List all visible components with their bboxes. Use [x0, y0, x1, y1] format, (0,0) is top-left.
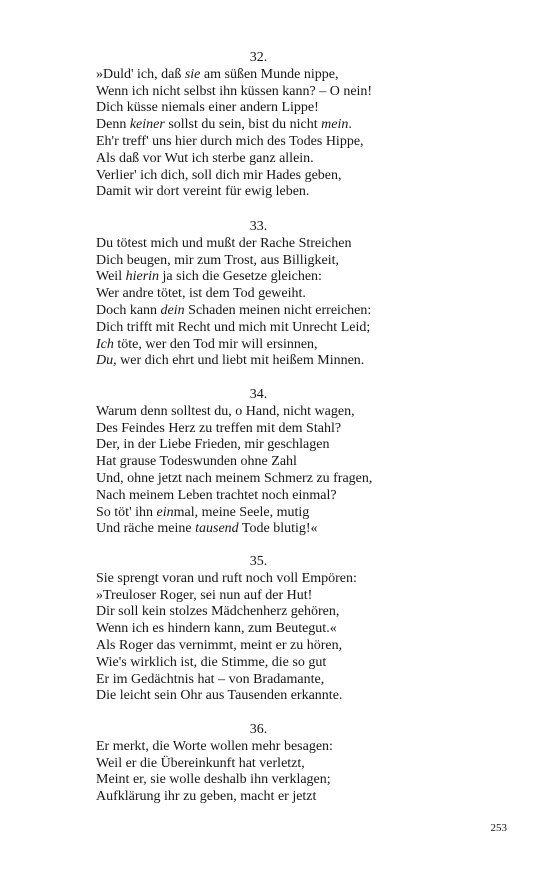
- stanza-36: [96, 722, 456, 806]
- verse-line: [96, 571, 456, 588]
- text-run: Denn: [96, 117, 130, 133]
- text-run: Wer andre tötet, ist dem Tod geweiht.: [96, 286, 306, 302]
- italic-text: Ich: [96, 336, 114, 352]
- text-run: Als daß vor Wut ich sterbe ganz allein.: [96, 150, 314, 166]
- text-run: Weil: [96, 269, 126, 285]
- verse-line: [96, 638, 456, 655]
- text-run: Die leicht sein Ohr aus Tausenden erkannte.: [96, 688, 343, 704]
- stanza-35: [96, 554, 456, 705]
- verse-line: [96, 621, 456, 638]
- verse-line: [96, 151, 456, 168]
- stanza-number: 34.: [249, 387, 268, 402]
- verse-line: [96, 253, 456, 270]
- verse-line: [96, 604, 456, 621]
- verse-line: [96, 739, 456, 756]
- text-run: .: [348, 117, 352, 133]
- verse-line: [96, 117, 456, 134]
- text-run: Und räche meine: [96, 521, 196, 537]
- text-run: So töt' ihn: [96, 504, 157, 520]
- verse-line: [96, 100, 456, 117]
- text-run: mal, meine Seele, mutig: [173, 504, 310, 520]
- italic-text: ein: [156, 504, 174, 520]
- italic-text: dein: [160, 302, 185, 318]
- verse-line: [96, 588, 456, 605]
- text-run: Dich küsse niemals einer andern Lippe!: [96, 100, 319, 116]
- text-run: Dich trifft mit Recht und mich mit Unrecht Leid;: [96, 319, 371, 335]
- italic-text: mein: [321, 117, 349, 133]
- stanza-32: [96, 50, 456, 201]
- stanza-number: 36.: [249, 722, 268, 737]
- italic-text: keiner: [129, 117, 165, 133]
- verse-line: [96, 353, 456, 370]
- italic-text: Du,: [96, 353, 117, 369]
- verse-line: [96, 269, 456, 286]
- verse-line: [96, 437, 456, 454]
- italic-text: hierin: [125, 269, 160, 285]
- text-run: Wie's wirklich ist, die Stimme, die so gut: [96, 654, 327, 670]
- text-run: Und, ohne jetzt nach meinem Schmerz zu fragen,: [96, 470, 373, 486]
- text-run: Er merkt, die Worte wollen mehr besagen:: [96, 738, 333, 754]
- verse-line: [96, 789, 456, 806]
- text-run: Tode blutig!«: [238, 521, 318, 537]
- text-run: Meint er, sie wolle deshalb ihn verklagen;: [96, 772, 331, 788]
- text-run: Sie sprengt voran und ruft noch voll Empören:: [96, 570, 357, 586]
- verse-line: [96, 772, 456, 789]
- stanza-lines: [96, 404, 456, 538]
- verse-line: [96, 320, 456, 337]
- text-run: sollst du sein, bist du nicht: [164, 117, 322, 133]
- stanza-34: [96, 387, 456, 538]
- text-run: Verlier' ich dich, soll dich mir Hades geben,: [96, 167, 342, 183]
- verse-line: [96, 454, 456, 471]
- verse-line: [96, 168, 456, 185]
- stanza-number: 33.: [249, 219, 268, 234]
- verse-line: [96, 236, 456, 253]
- text-run: Warum denn solltest du, o Hand, nicht wagen,: [96, 403, 355, 419]
- text-run: Wenn ich nicht selbst ihn küssen kann? – O nein!: [96, 83, 373, 99]
- text-run: wer dich ehrt und liebt mit heißem Minnen.: [116, 353, 365, 369]
- verse-line: [96, 134, 456, 151]
- stanza-lines: [96, 571, 456, 705]
- text-run: Doch kann: [96, 302, 161, 318]
- text-run: Dich beugen, mir zum Trost, aus Billigkeit,: [96, 252, 340, 268]
- text-run: Er im Gedächtnis hat – von Bradamante,: [96, 671, 325, 687]
- stanza-33: [96, 219, 456, 370]
- text-run: Dir soll kein stolzes Mädchenherz gehören,: [96, 604, 340, 620]
- italic-text: sie: [184, 66, 201, 82]
- verse-line: [96, 756, 456, 773]
- text-run: Wenn ich es hindern kann, zum Beutegut.«: [96, 621, 337, 637]
- text-run: Der, in der Liebe Frieden, mir geschlagen: [96, 437, 330, 453]
- verse-line: [96, 488, 456, 505]
- verse-line: [96, 471, 456, 488]
- verse-line: [96, 286, 456, 303]
- verse-line: [96, 421, 456, 438]
- text-run: »Treuloser Roger, sei nun auf der Hut!: [96, 587, 313, 603]
- text-run: Als Roger das vernimmt, meint er zu hören,: [96, 637, 343, 653]
- stanza-lines: [96, 67, 456, 201]
- stanza-lines: [96, 739, 456, 806]
- verse-line: [96, 184, 456, 201]
- verse-line: [96, 303, 456, 320]
- text-run: »Duld' ich, daß: [96, 66, 185, 82]
- text-run: ja sich die Gesetze gleichen:: [159, 269, 322, 285]
- verse-line: [96, 84, 456, 101]
- text-run: töte, wer den Tod mir will ersinnen,: [113, 336, 318, 352]
- verse-line: [96, 672, 456, 689]
- text-run: Aufklärung ihr zu geben, macht er jetzt: [96, 789, 317, 805]
- verse-line: [96, 67, 456, 84]
- verse-line: [96, 655, 456, 672]
- verse-line: [96, 688, 456, 705]
- text-run: Weil er die Übereinkunft hat verletzt,: [96, 755, 305, 771]
- stanza-lines: [96, 236, 456, 370]
- verse-line: [96, 337, 456, 354]
- text-run: am süßen Munde nippe,: [200, 66, 339, 82]
- text-run: Schaden meinen nicht erreichen:: [184, 302, 372, 318]
- verse-line: [96, 505, 456, 522]
- text-run: Des Feindes Herz zu treffen mit dem Stahl?: [96, 420, 342, 436]
- text-run: Damit wir dort vereint für ewig leben.: [96, 184, 310, 200]
- text-run: Du tötest mich und mußt der Rache Streichen: [96, 235, 352, 251]
- text-run: Nach meinem Leben trachtet noch einmal?: [96, 487, 337, 503]
- text-run: Hat grause Todeswunden ohne Zahl: [96, 454, 297, 470]
- stanza-number: 32.: [249, 50, 268, 65]
- verse-line: [96, 404, 456, 421]
- text-run: Eh'r treff' uns hier durch mich des Todes Hippe,: [96, 133, 364, 149]
- italic-text: tausend: [195, 521, 239, 537]
- verse-line: [96, 521, 456, 538]
- stanza-number: 35.: [249, 554, 268, 569]
- page-number: 253: [490, 822, 507, 834]
